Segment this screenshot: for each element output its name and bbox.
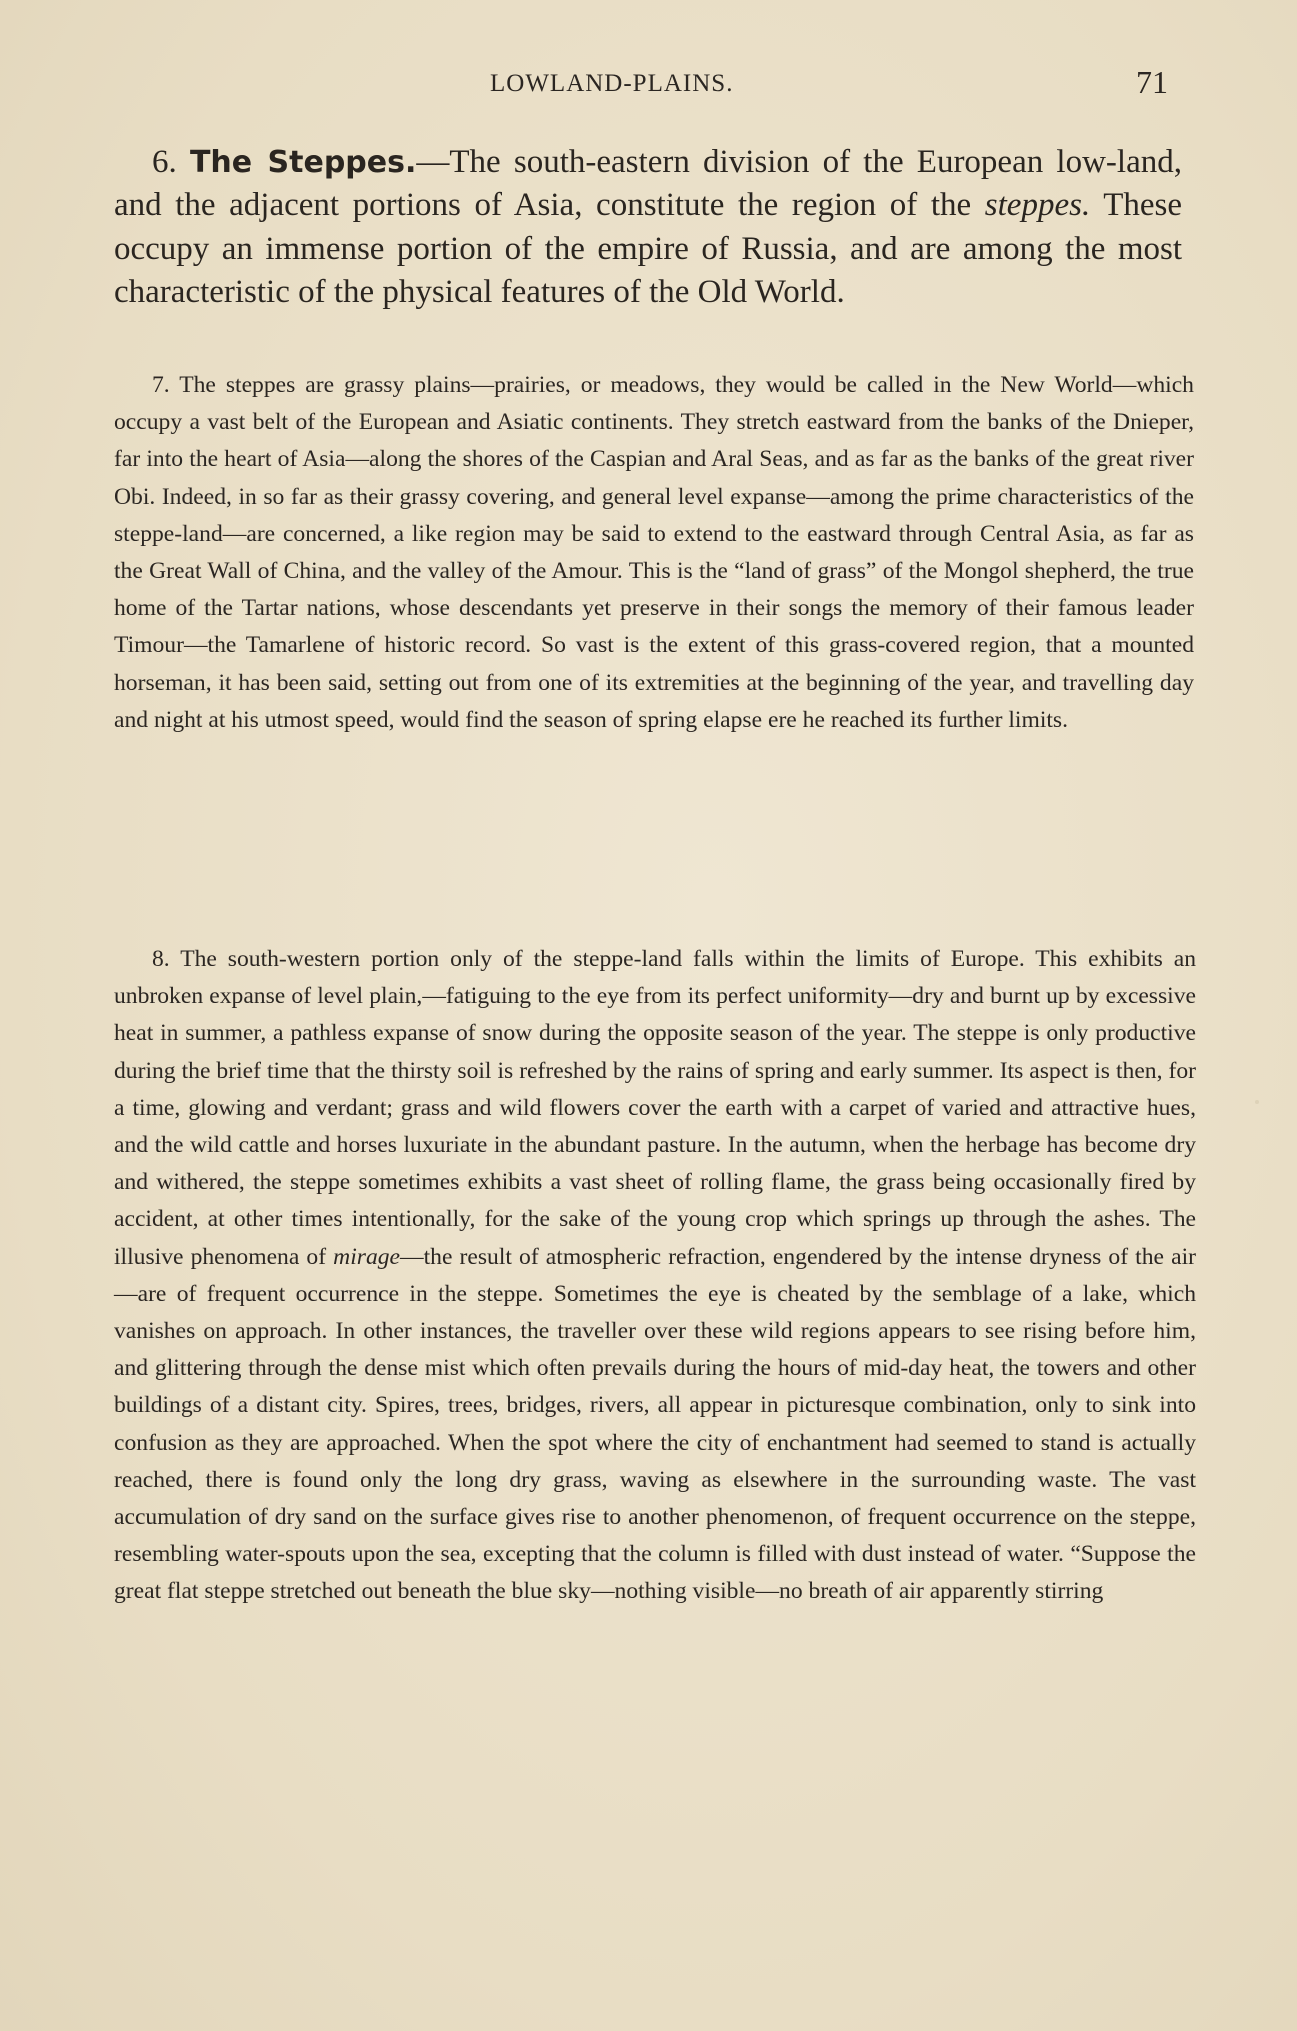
paragraph-7 — [114, 367, 1194, 739]
paragraph-number: 7. — [152, 372, 170, 398]
paragraph-text: —the result of atmospheric refraction, engendered by the intense dryness of the air—are of frequent occurrence in the steppe. Sometimes the eye is cheated by the semblage of a lake, which vanishes on approach. In other instances, the traveller over these wild regions appears to see rising before him, and glittering through the dense mist which often prevails during the hours of mid-day heat, the towers and other buildings of a distant city. Spires, trees, bridges, rivers, all appear in picturesque combination, only to sink into confusion as they are approached. When the spot where the city of enchantment had seemed to stand is actually reached, there is found only the long dry grass, waving as elsewhere in the surrounding waste. The vast accumulation of dry sand on the surface gives rise to another phenomenon, of frequent occurrence on the steppe, resembling water-spouts upon the sea, excepting that the column is filled with dust instead of water. “Suppose the great flat steppe stretched out beneath the blue sky—nothing visible—no breath of air apparently stirring — [114, 1243, 1196, 1605]
paragraph-number: 6. — [152, 144, 177, 180]
page-number: 71 — [1136, 64, 1168, 100]
italic-term: mirage — [333, 1243, 401, 1270]
section-heading: The Steppes. — [189, 145, 417, 180]
paragraph-8 — [114, 941, 1196, 1611]
paper-speck — [1255, 1100, 1259, 1104]
paragraph-text: The south-western portion only of the steppe-land falls within the limits of Europe. This exhibits an unbroken expanse of level plain,—fatiguing to the eye from its perfect uniformity—dry and burnt up by excessive heat in summer, a pathless expanse of snow during the opposite season of the year. The steppe is only productive during the brief time that the thirsty soil is refreshed by the rains of spring and early summer. Its aspect is then, for a time, glowing and verdant; grass and wild flowers cover the earth with a carpet of varied and attractive hues, and the wild cattle and horses luxuriate in the abundant pasture. In the autumn, when the herbage has become dry and withered, the steppe sometimes exhibits a vast sheet of rolling flame, the grass being occasionally fired by accident, at other times intentionally, for the sake of the young crop which springs up through the ashes. The illusive phenomena of — [114, 946, 1196, 1270]
paragraph-text: —The south-eastern division of the European low-land, and the adjacent portions of Asia, constitute the region of the — [114, 144, 1182, 224]
italic-term: steppes. — [984, 187, 1091, 224]
running-title: LOWLAND-PLAINS. — [490, 70, 734, 97]
paragraph-number: 8. — [152, 946, 170, 972]
paragraph-text: These occupy an immense portion of the empire of Russia, and are among the most characteristic of the physical features of the Old World. — [114, 187, 1182, 310]
paragraph-text: The steppes are grassy plains—prairies, or meadows, they would be called in the New World—which occupy a vast belt of the European and Asiatic continents. They stretch eastward from the banks of the Dnieper, far into the heart of Asia—along the shores of the Caspian and Aral Seas, and as far as the banks of the great river Obi. Indeed, in so far as their grassy covering, and general level expanse—among the prime characteristics of the steppe-land—are concerned, a like region may be said to extend to the eastward through Central Asia, as far as the Great Wall of China, and the valley of the Amour. This is the “land of grass” of the Mongol shepherd, the true home of the Tartar nations, whose descendants yet preserve in their songs the memory of their famous leader Timour—the Tamarlene of historic record. So vast is the extent of this grass-covered region, that a mounted horseman, it has been said, setting out from one of its extremities at the beginning of the year, and travelling day and night at his utmost speed, would find the season of spring elapse ere he reached its further limits. — [114, 372, 1194, 733]
paragraph-6 — [114, 141, 1182, 314]
